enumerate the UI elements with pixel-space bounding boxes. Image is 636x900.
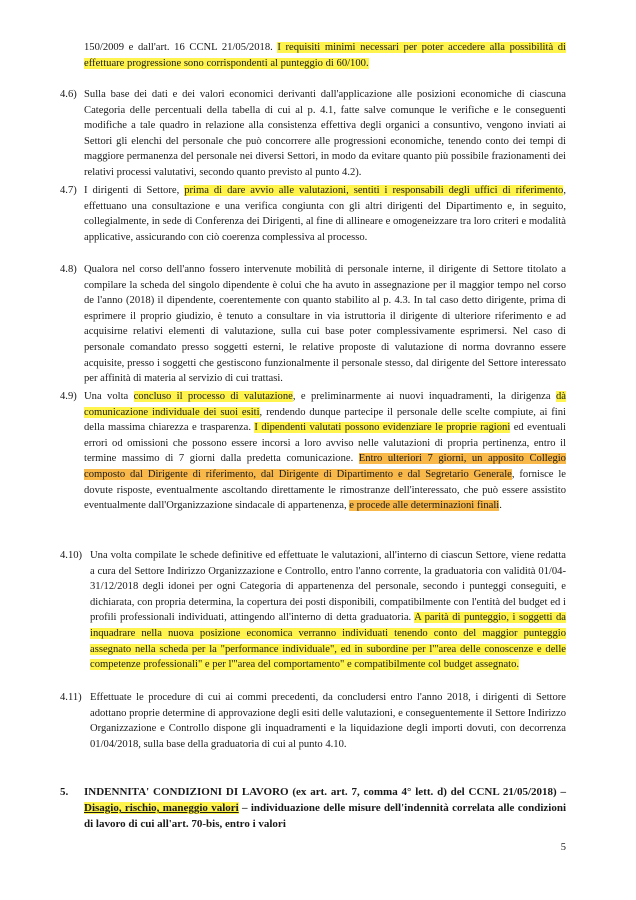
- paragraph-4-6: [60, 87, 566, 181]
- paragraph-number: 4.7): [60, 185, 77, 196]
- paragraph-number: 4.9): [60, 391, 77, 402]
- paragraph-text: Effettuate le procedure di cui ai commi precedenti, da concludersi entro l'anno 2018, i dirigenti di Settore adottano proprie determine di approvazione degli esiti delle valutazioni, e conseguentemente il Settore Indirizzo Organizzazione e Controllo dispone gli inquadramenti e la liquidazione degli importi dovuti, con decorrenza 01/04/2018, sulla base della graduatoria di cui al punto 4.10.: [90, 692, 566, 750]
- paragraph-number: 4.6): [60, 89, 77, 100]
- intro-text: 150/2009 e dall'art. 16 CCNL 21/05/2018.: [84, 42, 278, 53]
- paragraph-highlight: A parità di punteggio, i soggetti da inquadrare nella nuova posizione economica verranno individuati tenendo conto del maggior punteggio assegnato nella scheda per la "performance individuale", ed in subordine per l'"area delle conoscenze e delle competenze professionali" e per l'"area del comportamento" e compatibilmente col budget assegnato.: [90, 612, 566, 671]
- paragraph-4-10: [60, 548, 566, 673]
- paragraph-text: I dirigenti di Settore,: [84, 185, 185, 196]
- paragraph-highlight: concluso il processo di valutazione: [133, 391, 293, 402]
- paragraph-4-7: [60, 183, 566, 245]
- paragraph-highlight: prima di dare avvio alle valutazioni, sentiti i responsabili degli uffici di riferimento: [184, 185, 564, 196]
- section-5-heading: [60, 784, 566, 832]
- paragraph-4-11: [60, 690, 566, 752]
- paragraph-text: , effettuano una consultazione e una verifica congiunta con gli altri dirigenti del Dipartimento e, in seguito, collegialmente, in sede di Conferenza dei Dirigenti, al fine di allineare e omogeneizzare tra loro criteri e modalità applicative, assicurando con ciò coerenza complessiva al processo.: [84, 185, 566, 243]
- paragraph-text: , fornisce le dovute risposte, eventualmente ascoltando direttamente le rimostranze dell'interessato, che può essere assistito eventualmente dall'Organizzazione sindacale di appartenenza,: [84, 468, 566, 512]
- paragraph-highlight: dà comunicazione individuale dei suoi esiti: [84, 391, 566, 418]
- intro-highlight: I requisiti minimi necessari per poter accedere alla possibilità di effettuare progressione sono corrispondenti al punteggio di 60/100.: [84, 42, 566, 69]
- paragraph-highlight: I dipendenti valutati possono evidenziare le proprie ragioni: [254, 422, 511, 434]
- paragraph-text: Una volta compilate le schede definitive ed effettuate le valutazioni, all'interno di ciascun Settore, viene redatta a cura del Settore Indirizzo Organizzazione e Controllo, entro l'anno corrente, la graduatoria con validità 01/04-31/12/2018 degli idonei per ogni Categoria di appartenenza del personale, secondo i punteggi conseguiti, e dichiarata, con propria determina, la copertura dei posti disponibili, compatibilmente con l'entità del budget ed i profili professionali individuati, attingendo all'interno di detta graduatoria.: [90, 550, 566, 624]
- section-number: 5.: [60, 786, 69, 798]
- paragraph-text: .: [499, 500, 502, 512]
- paragraph-highlight-orange: e procede alle determinazioni finali: [349, 500, 500, 512]
- paragraph-text: ed eventuali errori od omissioni che possono essere incorsi a loro avviso nelle valutazioni di propria pertinenza, entro il termine massimo di 7 giorni dalla predetta comunicazione.: [84, 422, 566, 465]
- paragraph-highlight-orange: Entro ulteriori 7 giorni, un apposito Collegio composto dal Dirigente di riferimento, dal Dirigente di Dipartimento e dal Segretario Generale: [84, 453, 566, 480]
- paragraph-number: 4.8): [60, 264, 77, 275]
- section-text: – individuazione delle misure dell'indennità correlata alle condizioni di lavoro di cui all'art. 70-bis, entro i valori: [84, 802, 567, 830]
- paragraph-4-8: [60, 262, 566, 387]
- page-number: 5: [560, 842, 566, 853]
- section-highlight: Disagio, rischio, maneggio valori: [84, 802, 239, 814]
- paragraph-text: Una volta: [84, 391, 134, 402]
- intro-paragraph: [60, 40, 566, 71]
- paragraph-4-9: [60, 389, 566, 514]
- paragraph-text: , rendendo dunque partecipe il personale delle scelte compiute, ai fini della massima chiarezza e trasparenza.: [84, 406, 566, 434]
- paragraph-text: Sulla base dei dati e dei valori economici derivanti dall'applicazione alle posizioni economiche di ciascuna Categoria delle percentuali della tabella di cui al p. 4.1, fatte salve comunque le verifiche e le conseguenti modifiche a tale quadro in relazione alla consistenza effettiva degli organici a consuntivo, vengono inviati ai Settori gli elenchi del personale che può concorrere alle progressioni economiche, tenendo conto dei tempi di maggiore permanenza del personale nei diversi Settori, in modo da evitare quanto più possibile frazionamenti dei relativi processi valutativi, secondo quanto previsto al punto 4.2).: [84, 89, 566, 178]
- paragraph-text: , e preliminarmente ai nuovi inquadramenti, la dirigenza: [292, 391, 556, 402]
- paragraph-number: 4.11): [60, 692, 82, 703]
- paragraph-text: Qualora nel corso dell'anno fossero intervenute mobilità di personale interne, il dirigente di Settore titolato a compilare la scheda del singolo dipendente è colui che ha avuto in assegnazione per il maggior tempo nel corso de l'anno (2018) il dipendente, coerentemente con quanto stabilito al p. 4.3. In tal caso detto dirigente, prima di esprimere il proprio giudizio, è tenuto a consultare in via istruttoria il dirigente di ulteriore riferimento e ad acquisirne relativi elementi di valutazione, sulla cui base poter complessivamente esprimersi. Nel caso di personale comandato presso soggetti esterni, le relative proposte di valutazione di norma dovranno essere acquisite, presso i soggetti che gestiscono funzionalmente il personale stesso, dal dirigente del Settore interessato per affinità di materia al servizio di cui trattasi.: [84, 264, 566, 385]
- section-text: INDENNITA' CONDIZIONI DI LAVORO (ex art. art. 7, comma 4° lett. d) del CCNL 21/05/2018) –: [84, 786, 566, 798]
- paragraph-number: 4.10): [60, 550, 83, 561]
